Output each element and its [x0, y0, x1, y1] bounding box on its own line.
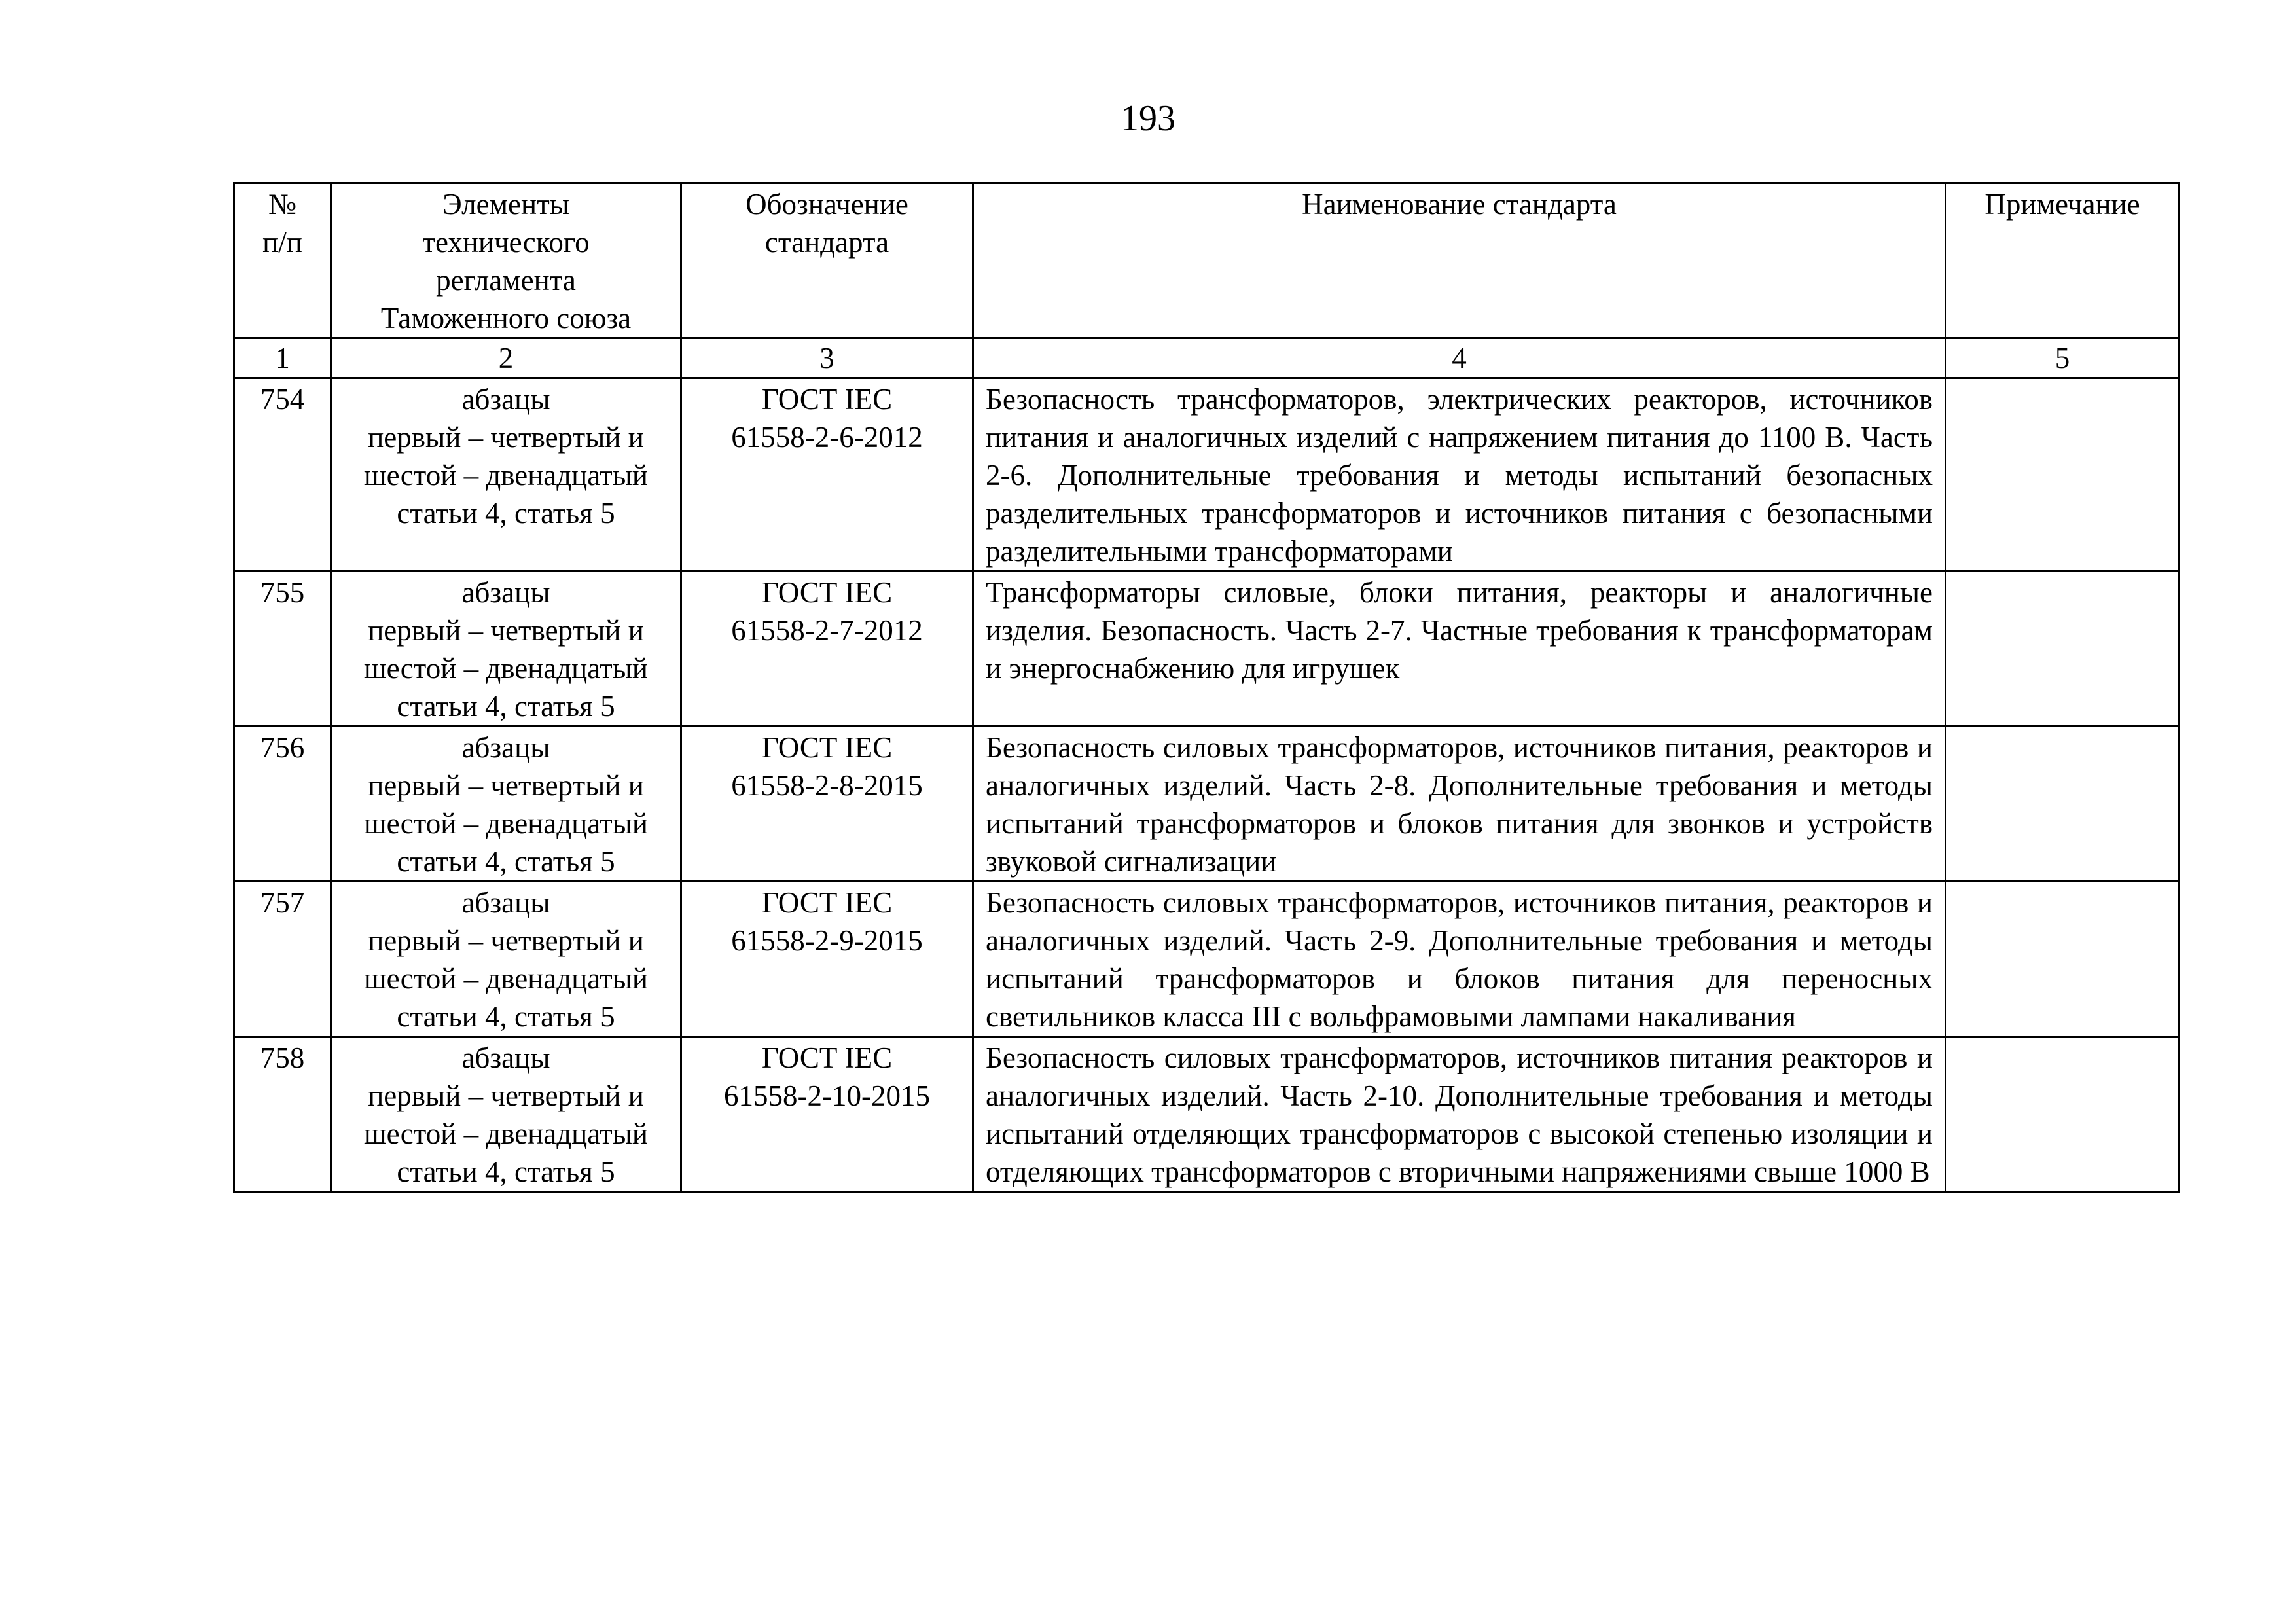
elements-line: абзацы [461, 383, 550, 416]
code-line: ГОСТ IEC [761, 886, 893, 919]
column-number: 5 [1946, 338, 2179, 378]
header-elements [331, 183, 681, 338]
elements-line: абзацы [461, 886, 550, 919]
header-line: Таможенного союза [380, 302, 632, 334]
elements-line: абзацы [461, 1041, 550, 1074]
row-standard-code [681, 378, 973, 571]
code-line: 61558-2-8-2015 [731, 769, 923, 802]
header-line: Обозначение [745, 188, 908, 221]
elements-line: шестой – двенадцатый [363, 807, 649, 840]
elements-line: первый – четвертый и [368, 1079, 644, 1112]
table-row [234, 727, 2179, 882]
elements-line: шестой – двенадцатый [363, 1117, 649, 1150]
row-note [1946, 571, 2179, 727]
header-line: технического [422, 226, 590, 259]
code-line: ГОСТ IEC [761, 383, 893, 416]
row-standard-code [681, 571, 973, 727]
header-line: Элементы [442, 188, 569, 221]
row-number: 755 [234, 571, 331, 727]
row-number: 757 [234, 882, 331, 1037]
elements-line: первый – четвертый и [368, 924, 644, 957]
elements-line: первый – четвертый и [368, 421, 644, 454]
elements-line: статьи 4, статья 5 [397, 1155, 615, 1188]
row-note [1946, 727, 2179, 882]
header-line: регламента [436, 264, 576, 297]
code-line: 61558-2-6-2012 [731, 421, 923, 454]
elements-line: шестой – двенадцатый [363, 652, 649, 685]
elements-line: статьи 4, статья 5 [397, 1000, 615, 1033]
row-elements [331, 571, 681, 727]
code-line: 61558-2-9-2015 [731, 924, 923, 957]
row-standard-name: Безопасность силовых трансформаторов, источников питания реакторов и аналогичных изделий. Часть 2-10. Дополнительные требования и методы испытаний отделяющих трансформаторов с высокой степенью изоляции и отделяющих трансформаторов с вторичными напряжениями свыше 1000 В [973, 1037, 1946, 1192]
row-standard-name: Безопасность силовых трансформаторов, источников питания, реакторов и аналогичных изделий. Часть 2-9. Дополнительные требования и методы испытаний трансформаторов и блоков питания для переносных светильников класса III с вольфрамовыми лампами накаливания [973, 882, 1946, 1037]
row-standard-code [681, 882, 973, 1037]
row-standard-code [681, 1037, 973, 1192]
elements-line: абзацы [461, 731, 550, 764]
header-line: Наименование стандарта [1302, 188, 1617, 221]
elements-line: статьи 4, статья 5 [397, 845, 615, 878]
header-name [973, 183, 1946, 338]
row-standard-code [681, 727, 973, 882]
table-row [234, 571, 2179, 727]
row-note [1946, 1037, 2179, 1192]
code-line: 61558-2-7-2012 [731, 614, 923, 647]
header-line: п/п [262, 226, 302, 259]
header-number [234, 183, 331, 338]
column-number: 1 [234, 338, 331, 378]
row-note [1946, 882, 2179, 1037]
column-number: 2 [331, 338, 681, 378]
row-standard-name: Безопасность трансформаторов, электрических реакторов, источников питания и аналогичных изделий с напряжением питания до 1100 В. Часть 2-6. Дополнительные требования и методы испытаний безопасных разделительных трансформаторов и источников питания с безопасными разделительными трансформаторами [973, 378, 1946, 571]
row-number: 754 [234, 378, 331, 571]
elements-line: шестой – двенадцатый [363, 962, 649, 995]
header-code [681, 183, 973, 338]
elements-line: статьи 4, статья 5 [397, 497, 615, 530]
code-line: ГОСТ IEC [761, 1041, 893, 1074]
row-elements [331, 378, 681, 571]
elements-line: первый – четвертый и [368, 769, 644, 802]
header-line: Примечание [1984, 188, 2140, 221]
elements-line: статьи 4, статья 5 [397, 690, 615, 723]
table-row [234, 378, 2179, 571]
table-header-row [234, 183, 2179, 338]
header-note [1946, 183, 2179, 338]
row-note [1946, 378, 2179, 571]
standards-table [233, 182, 2180, 1193]
row-standard-name: Безопасность силовых трансформаторов, источников питания, реакторов и аналогичных изделий. Часть 2-8. Дополнительные требования и методы испытаний трансформаторов и блоков питания для звонков и устройств звуковой сигнализации [973, 727, 1946, 882]
column-number-row [234, 338, 2179, 378]
elements-line: шестой – двенадцатый [363, 459, 649, 492]
row-elements [331, 882, 681, 1037]
column-number: 4 [973, 338, 1946, 378]
row-number: 756 [234, 727, 331, 882]
table-row [234, 882, 2179, 1037]
page-number: 193 [1121, 98, 1175, 139]
code-line: ГОСТ IEC [761, 731, 893, 764]
code-line: ГОСТ IEC [761, 576, 893, 609]
elements-line: первый – четвертый и [368, 614, 644, 647]
column-number: 3 [681, 338, 973, 378]
table-row [234, 1037, 2179, 1192]
header-line: № [268, 188, 296, 221]
row-standard-name: Трансформаторы силовые, блоки питания, реакторы и аналогичные изделия. Безопасность. Часть 2-7. Частные требования к трансформаторам и энергоснабжению для игрушек [973, 571, 1946, 727]
header-line: стандарта [764, 226, 889, 259]
row-number: 758 [234, 1037, 331, 1192]
code-line: 61558-2-10-2015 [724, 1079, 930, 1112]
elements-line: абзацы [461, 576, 550, 609]
row-elements [331, 727, 681, 882]
row-elements [331, 1037, 681, 1192]
